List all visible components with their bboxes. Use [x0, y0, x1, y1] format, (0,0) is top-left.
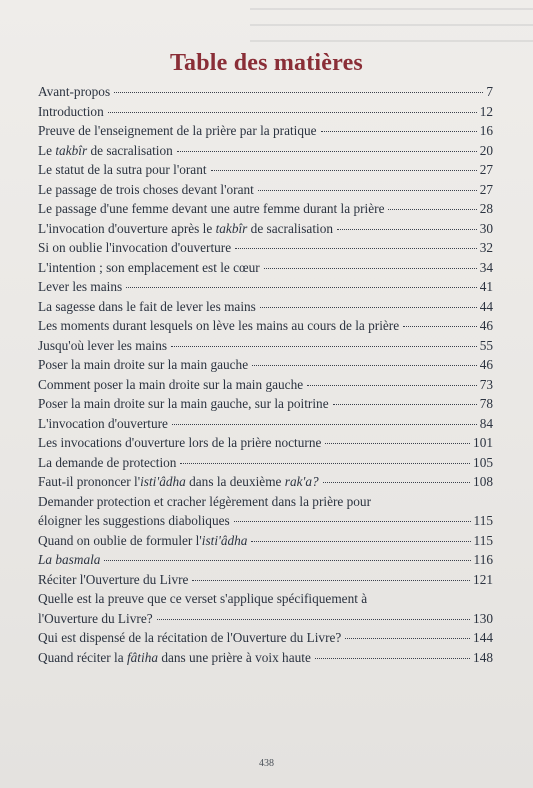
toc-entry-text: L'invocation d'ouverture: [38, 415, 168, 431]
toc-entry: [38, 472, 493, 492]
toc-entry-text: Les moments durant lesquels on lève les mains au cours de la prière: [38, 318, 400, 333]
toc-entry: [38, 180, 493, 200]
toc-entry-page: 108: [473, 474, 493, 489]
toc-entry-label: [38, 472, 319, 492]
toc-entry: [38, 277, 493, 297]
toc-entry: [38, 628, 493, 648]
toc-entry-text: Les invocations d'ouverture lors de la prière nocturne: [38, 435, 322, 450]
toc-entry-text: Avant-propos: [38, 84, 111, 99]
toc-dot-leader: [264, 268, 477, 269]
toc-entry-page: 144: [473, 630, 493, 645]
toc-entry: [38, 570, 493, 590]
toc-entry-italic-term: isti'âdha: [201, 532, 248, 548]
toc-entry-label: [38, 277, 122, 297]
toc-entry-label: [38, 609, 153, 629]
toc-entry: [38, 433, 493, 453]
toc-entry-text: Le: [38, 142, 56, 158]
toc-entry: [38, 121, 493, 141]
toc-dot-leader: [252, 365, 477, 366]
toc-entry-page: 116: [473, 552, 493, 567]
toc-entry-page: 46: [479, 357, 493, 372]
toc-dot-leader: [315, 658, 470, 659]
toc-entry-text: Quand on oublie de formuler l': [38, 532, 202, 548]
toc-dot-leader: [157, 619, 470, 620]
toc-entry: [38, 297, 493, 317]
toc-entry-text: Poser la main droite sur la main gauche, sur la poitrine: [38, 396, 329, 411]
toc-entry: [38, 375, 493, 395]
toc-entry: [38, 141, 493, 161]
toc-entry-page: 78: [479, 396, 493, 411]
page-title: Table des matières: [170, 50, 363, 76]
toc-entry: [38, 531, 493, 551]
toc-entry-text: Le statut de la sutra pour l'orant: [38, 162, 207, 177]
toc-entry-page: 7: [486, 84, 493, 99]
toc-entry: [38, 199, 493, 219]
toc-entry-text: dans une prière à voix haute: [158, 649, 311, 665]
toc-entry-italic-term: takbîr: [55, 142, 88, 158]
toc-entry-label: [38, 82, 110, 102]
toc-entry-text: de sacralisation: [87, 142, 173, 158]
toc-entry: [38, 550, 493, 570]
toc-dot-leader: [235, 248, 477, 249]
toc-entry: [38, 336, 493, 356]
toc-entry-label: [38, 531, 247, 551]
toc-entry-label: [38, 121, 317, 141]
toc-dot-leader: [258, 190, 477, 191]
toc-entry-page: 41: [479, 279, 493, 294]
toc-dot-leader: [104, 560, 470, 561]
toc-entry-page: 30: [479, 220, 493, 236]
toc-dot-leader: [337, 229, 477, 230]
toc-entry: [38, 355, 493, 375]
toc-entry-page: 121: [473, 571, 493, 587]
toc-entry-label-line1: Quelle est la preuve que ce verset s'applique spécifiquement à: [38, 591, 368, 606]
toc-entry: [38, 453, 493, 473]
toc-entry-text: Lever les mains: [38, 279, 123, 294]
toc-entry-text: Réciter l'Ouverture du Livre: [38, 571, 189, 587]
toc-entry-label: [38, 258, 260, 278]
toc-entry: [38, 258, 493, 278]
toc-entry-label: [38, 375, 303, 395]
toc-entry-text: Jusqu'où lever les mains: [38, 337, 168, 353]
toc-entry-label: [38, 550, 100, 570]
toc-entry: [38, 589, 493, 628]
toc-dot-leader: [345, 638, 470, 639]
toc-entry-text: Faut-il prononcer l': [38, 474, 141, 489]
toc-entry-page: 12: [479, 103, 493, 119]
toc-entry-text: Poser la main droite sur la main gauche: [38, 357, 249, 372]
toc-entry-italic-term: isti'âdha: [140, 474, 186, 489]
toc-dot-leader: [260, 307, 477, 308]
toc-entry: [38, 102, 493, 122]
toc-dot-leader: [307, 385, 477, 386]
toc-dot-leader: [108, 112, 477, 113]
toc-entry-label: [38, 336, 167, 356]
toc-dot-leader: [325, 443, 470, 444]
toc-dot-leader: [211, 170, 477, 171]
toc-entry-label: [38, 180, 254, 200]
toc-entry: [38, 414, 493, 434]
toc-entry-label: [38, 433, 321, 453]
toc-dot-leader: [234, 521, 471, 522]
toc-entry-text: éloigner les suggestions diaboliques: [38, 513, 230, 528]
toc-entry-label: [38, 394, 329, 414]
toc-entry-italic-term: takbîr: [215, 220, 248, 236]
toc-entry-page: 44: [479, 298, 493, 314]
toc-entry-label: [38, 570, 188, 590]
toc-entry-label: [38, 453, 176, 473]
toc-entry-text: Preuve de l'enseignement de la prière par la pratique: [38, 123, 317, 138]
toc-entry-page: 16: [479, 123, 493, 138]
toc-entry-label: [38, 414, 168, 434]
toc-dot-leader: [321, 131, 477, 132]
toc-entry-page: 101: [473, 435, 493, 450]
toc-entry-page: 130: [473, 610, 493, 626]
toc-entry-text: dans la deuxième: [185, 474, 285, 489]
toc-entry-text: Introduction: [38, 103, 104, 119]
toc-dot-leader: [180, 463, 470, 464]
toc-entry-page: 148: [473, 649, 493, 665]
toc-entry-label: [38, 628, 341, 648]
toc-entry-page: 55: [479, 337, 493, 353]
toc-entry-text: La sagesse dans le fait de lever les mains: [38, 298, 256, 314]
toc-dot-leader: [323, 482, 470, 483]
toc-entry-page: 27: [479, 162, 493, 177]
toc-dot-leader: [114, 92, 483, 93]
toc-entry-page: 105: [473, 454, 493, 470]
toc-dot-leader: [251, 541, 470, 542]
toc-entry: [38, 82, 493, 102]
toc-entry-italic-term: rak'a?: [284, 474, 319, 489]
toc-dot-leader: [171, 346, 477, 347]
toc-entry-page: 20: [479, 142, 493, 158]
bleed-through-text: [250, 0, 533, 48]
toc-entry-page: 84: [479, 415, 493, 431]
toc-entry-page: 34: [479, 259, 493, 275]
toc-entry-label: [38, 141, 173, 161]
toc-dot-leader: [388, 209, 476, 210]
toc-entry-label-line1: Demander protection et cracher légèrement dans la prière pour: [38, 493, 371, 509]
toc-entry-label: [38, 648, 311, 668]
toc-entry-text: L'intention ; son emplacement est le cœur: [38, 259, 260, 275]
toc-entry-label: [38, 160, 207, 180]
toc-entry: [38, 492, 493, 531]
toc-entry-text: Le passage de trois choses devant l'orant: [38, 181, 254, 197]
page-number: 438: [259, 758, 274, 769]
toc-entry-label: [38, 297, 256, 317]
toc-entry: [38, 648, 493, 668]
toc-dot-leader: [172, 424, 477, 425]
toc-entry: [38, 316, 493, 336]
toc-dot-leader: [403, 326, 477, 327]
toc-dot-leader: [126, 287, 477, 288]
toc-entry-label: [38, 511, 230, 531]
toc-entry: [38, 238, 493, 258]
toc-entry: [38, 160, 493, 180]
toc-entry-text: La demande de protection: [38, 454, 177, 470]
toc-entry-label: [38, 316, 399, 336]
toc-entry-page: 27: [479, 181, 493, 197]
toc-entry-text: Si on oublie l'invocation d'ouverture: [38, 240, 232, 255]
toc-entry-text: l'Ouverture du Livre?: [38, 610, 153, 626]
toc-entry-italic-term: La basmala: [38, 552, 101, 567]
toc-entry-label: [38, 238, 231, 258]
toc-entry-page: 73: [479, 376, 493, 392]
toc-entry-label: [38, 199, 384, 219]
toc-entry-label: [38, 219, 333, 239]
toc-entry-page: 115: [473, 532, 493, 548]
toc-entry: [38, 219, 493, 239]
toc-entry-text: L'invocation d'ouverture après le: [38, 220, 216, 236]
toc-dot-leader: [192, 580, 470, 581]
toc-entry-text: Comment poser la main droite sur la main gauche: [38, 376, 304, 392]
toc-entry-text: Le passage d'une femme devant une autre femme durant la prière: [38, 201, 385, 216]
toc-entry-page: 28: [479, 201, 493, 216]
toc-entry-page: 46: [479, 318, 493, 333]
toc-entry-page: 32: [479, 240, 493, 255]
toc-entry-page: 115: [473, 513, 493, 528]
toc-entry-italic-term: fâtiha: [126, 649, 158, 665]
toc-entry-label: [38, 102, 104, 122]
toc-entry-text: Qui est dispensé de la récitation de l'Ouverture du Livre?: [38, 630, 342, 645]
toc-entry-label: [38, 355, 248, 375]
toc-entry-text: de sacralisation: [247, 220, 334, 236]
toc-entry-text: Quand réciter la: [38, 649, 127, 665]
toc-dot-leader: [177, 151, 477, 152]
toc-entry: [38, 394, 493, 414]
table-of-contents: [38, 82, 493, 667]
toc-dot-leader: [333, 404, 477, 405]
